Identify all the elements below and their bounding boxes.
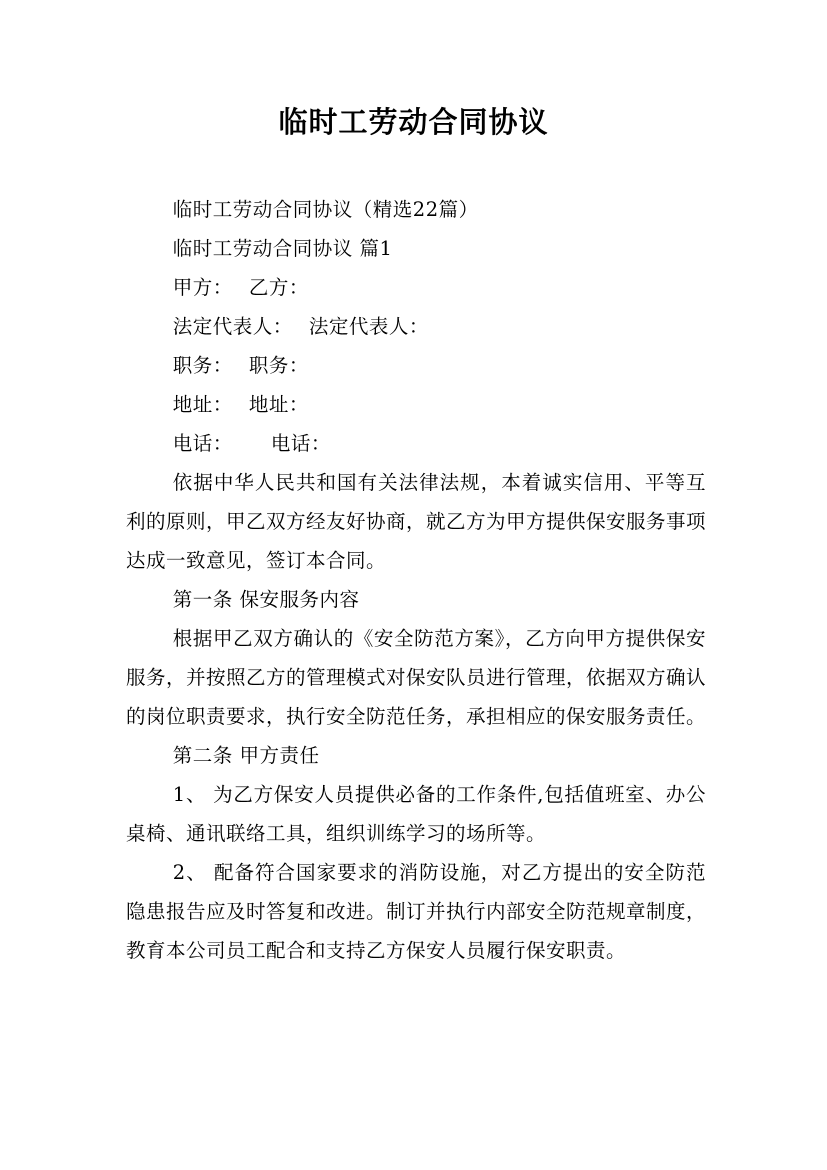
legal-rep-line xyxy=(126,307,706,346)
legal-rep-a-label: 法定代表人： xyxy=(172,315,293,338)
article-2-item-2: 2、 配备符合国家要求的消防设施，对乙方提出的安全防范隐患报告应及时答复和改进。制订并执行内部安全防范规章制度，教育本公司员工配合和支持乙方保安人员履行保安职责。 xyxy=(126,861,707,962)
document-subtitle: 临时工劳动合同协议（精选22篇） xyxy=(172,198,479,221)
article-1-heading: 第一条 保安服务内容 xyxy=(172,588,360,611)
phone-line xyxy=(126,424,706,463)
document-title: 临时工劳动合同协议 xyxy=(278,105,549,139)
address-b-label: 地址： xyxy=(248,393,309,416)
position-line xyxy=(126,346,706,385)
chapter-heading: 临时工劳动合同协议 篇1 xyxy=(172,237,393,260)
position-a-label: 职务： xyxy=(172,354,233,377)
document-body xyxy=(126,190,706,970)
article-1-text: 根据甲乙双方确认的《安全防范方案》，乙方向甲方提供保安服务，并按照乙方的管理模式对保安队员进行管理，依据双方确认的岗位职责要求，执行安全防范任务，承担相应的保安服务责任。 xyxy=(126,627,707,728)
address-a-label: 地址： xyxy=(172,393,233,416)
party-a-label: 甲方： xyxy=(172,276,233,299)
position-b-label: 职务： xyxy=(248,354,309,377)
party-line xyxy=(126,268,706,307)
phone-b-label: 电话： xyxy=(270,432,331,455)
legal-rep-b-label: 法定代表人： xyxy=(308,315,429,338)
intro-paragraph: 依据中华人民共和国有关法律法规，本着诚实信用、平等互利的原则，甲乙双方经友好协商，就乙方为甲方提供保安服务事项达成一致意见，签订本合同。 xyxy=(126,471,707,572)
article-2-item-1: 1、 为乙方保安人员提供必备的工作条件,包括值班室、办公桌椅、通讯联络工具，组织训练学习的场所等。 xyxy=(126,783,706,845)
phone-a-label: 电话： xyxy=(172,432,233,455)
party-b-label: 乙方： xyxy=(248,276,309,299)
address-line xyxy=(126,385,706,424)
article-2-heading: 第二条 甲方责任 xyxy=(172,744,320,767)
